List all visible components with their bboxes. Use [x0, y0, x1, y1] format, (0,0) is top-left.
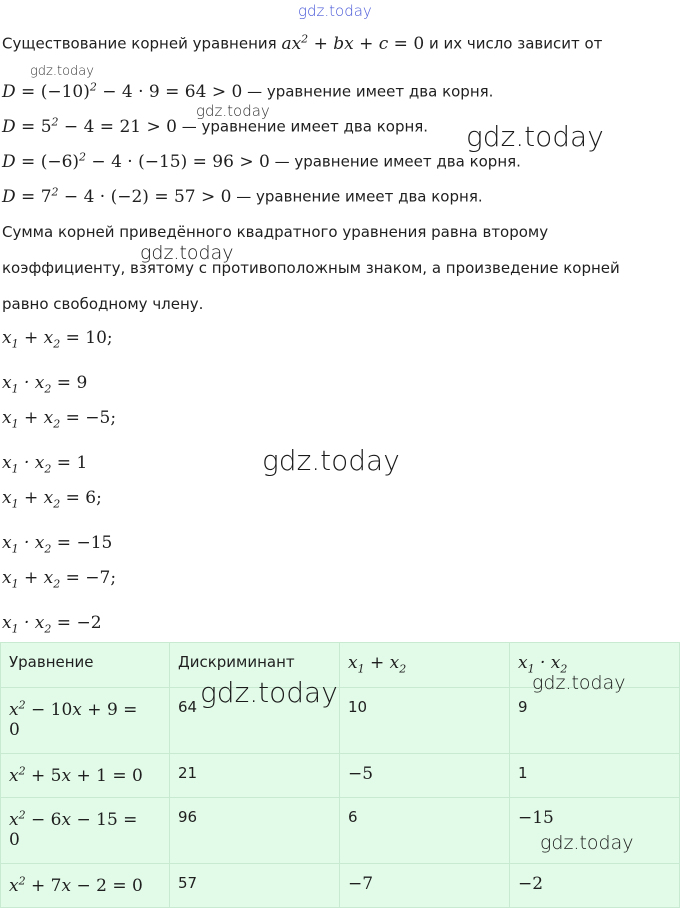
vieta-sum-2: $x_1 + x_2 = -5$;	[2, 408, 117, 431]
watermark: gdz.today	[298, 2, 372, 20]
watermark: gdz.today	[466, 120, 604, 153]
watermark: gdz.today	[140, 242, 234, 264]
header-product: $x_1 \cdot x_2$	[510, 643, 680, 688]
intro-line	[2, 32, 602, 54]
formula: $D = 7^2 - 4 \cdot (-2) = 57 > 0$	[2, 185, 232, 207]
cell-equation: $x^2 + 7x - 2 = 0$	[1, 864, 170, 908]
header-discriminant: Дискриминант	[170, 643, 340, 688]
vieta-text-line-2: коэффициенту, взятому с противоположным знаком, а произведение корней	[2, 259, 620, 277]
header-equation: Уравнение	[1, 643, 170, 688]
watermark: gdz.today	[196, 102, 270, 120]
watermark: gdz.today	[200, 676, 338, 709]
watermark: gdz.today	[540, 832, 634, 854]
cell-discriminant: 21	[170, 754, 340, 798]
vieta-sum-4: $x_1 + x_2 = -7$;	[2, 568, 117, 591]
formula: $D = (-10)^2 - 4 \cdot 9 = 64 > 0$	[2, 80, 243, 102]
discriminant-suffix: — уравнение имеет два корня.	[247, 82, 494, 101]
cell-sum: 6	[340, 798, 510, 864]
discriminant-line-2	[2, 115, 428, 137]
cell-product: 9	[510, 688, 680, 754]
cell-equation: $x^2 + 5x + 1 = 0$	[1, 754, 170, 798]
cell-sum: 10	[340, 688, 510, 754]
discriminant-suffix: — уравнение имеет два корня.	[236, 187, 483, 206]
watermark: gdz.today	[532, 672, 626, 694]
cell-product: −15	[510, 798, 680, 864]
vieta-product-4: $x_1 \cdot x_2 = -2$	[2, 613, 102, 636]
formula: $D = 5^2 - 4 = 21 > 0$	[2, 115, 177, 137]
cell-product: −2	[510, 864, 680, 908]
cell-discriminant: 57	[170, 864, 340, 908]
vieta-sum-1: $x_1 + x_2 = 10$;	[2, 328, 113, 351]
table-row	[1, 754, 680, 798]
table-row	[1, 688, 680, 754]
formula: $D = (-6)^2 - 4 \cdot (-15) = 96 > 0$	[2, 150, 270, 172]
cell-equation: $x^2 - 10x + 9$ = 0	[1, 688, 170, 754]
cell-product: 1	[510, 754, 680, 798]
vieta-text-line-1: Сумма корней приведённого квадратного уравнения равна второму	[2, 223, 549, 241]
watermark: gdz.today	[30, 64, 94, 79]
cell-equation: $x^2 - 6x - 15$ = 0	[1, 798, 170, 864]
vieta-sum-3: $x_1 + x_2 = 6$;	[2, 488, 102, 511]
watermark: gdz.today	[262, 444, 400, 477]
cell-discriminant: 64	[170, 688, 340, 754]
discriminant-line-1	[2, 80, 493, 102]
vieta-product-1: $x_1 \cdot x_2 = 9$	[2, 373, 88, 396]
intro-formula: $ax^2$ + bx + c = 0	[281, 32, 425, 54]
intro-text: Существование корней уравнения	[2, 34, 277, 53]
discriminant-line-3	[2, 150, 521, 172]
vieta-text-line-3: равно свободному члену.	[2, 295, 204, 313]
cell-discriminant: 96	[170, 798, 340, 864]
vieta-product-2: $x_1 \cdot x_2 = 1$	[2, 453, 88, 476]
cell-sum: −7	[340, 864, 510, 908]
vieta-product-3: $x_1 \cdot x_2 = -15$	[2, 533, 113, 556]
header-sum: $x_1 + x_2$	[340, 643, 510, 688]
intro-text-end: и их число зависит от	[428, 34, 603, 53]
discriminant-suffix: — уравнение имеет два корня.	[274, 152, 521, 171]
discriminant-suffix: — уравнение имеет два корня.	[181, 117, 429, 136]
discriminant-line-4	[2, 185, 483, 207]
cell-sum: −5	[340, 754, 510, 798]
